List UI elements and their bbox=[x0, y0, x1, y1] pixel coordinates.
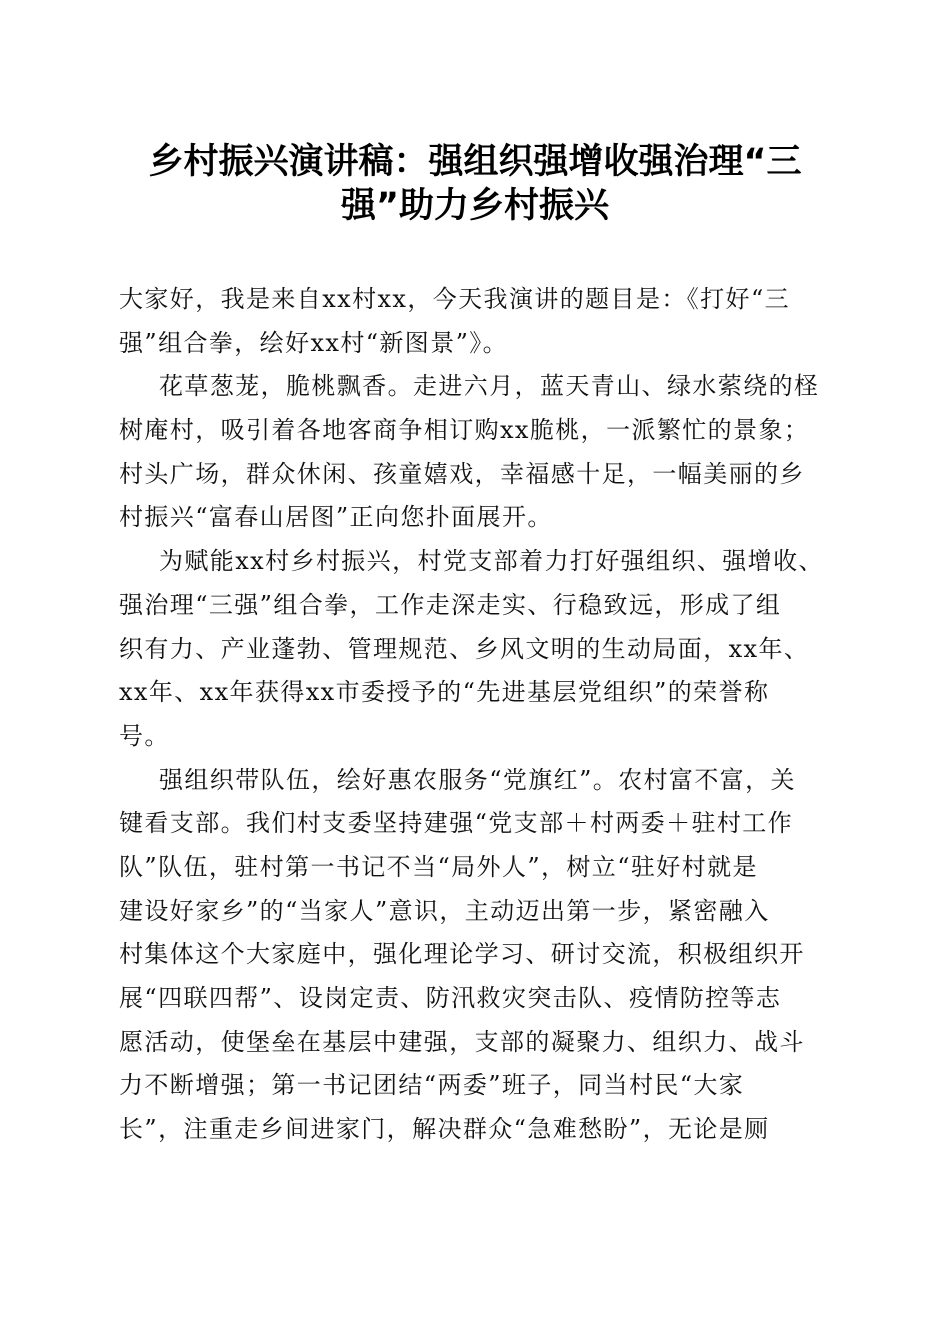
paragraph-greeting bbox=[119, 278, 831, 365]
paragraph-line: 长”，注重走乡间进家门，解决群众“急难愁盼”，无论是厕 bbox=[119, 1115, 770, 1144]
paragraph-line: 建设好家乡”的“当家人”意识，主动迈出第一步，紧密融入 bbox=[119, 896, 770, 925]
paragraph-scenery bbox=[119, 365, 831, 540]
paragraph-three-strengths bbox=[119, 540, 831, 758]
paragraph-line: 键看支部。我们村支委坚持建强“党支部＋村两委＋驻村工作 bbox=[119, 809, 794, 838]
paragraph-line: 为赋能xx村乡村振兴，村党支部着力打好强组织、强增收、 bbox=[159, 547, 824, 576]
paragraph-line: 愿活动，使堡垒在基层中建强，支部的凝聚力、组织力、战斗 bbox=[119, 1027, 805, 1056]
paragraph-line: 花草葱茏，脆桃飘香。走进六月，蓝天青山、绿水萦绕的柽 bbox=[159, 372, 820, 401]
paragraph-line: 强组织带队伍，绘好惠农服务“党旗红”。农村富不富，关 bbox=[159, 765, 796, 794]
paragraph-line: xx年、xx年获得xx市委授予的“先进基层党组织”的荣誉称 bbox=[119, 678, 770, 707]
paragraph-line: 村振兴“富春山居图”正向您扑面展开。 bbox=[119, 503, 553, 532]
paragraph-line: 村头广场，群众休闲、孩童嬉戏，幸福感十足，一幅美丽的乡 bbox=[119, 459, 805, 488]
title-line: 强”助力乡村振兴 bbox=[340, 186, 609, 226]
document-title bbox=[100, 140, 850, 228]
paragraph-line: 村集体这个大家庭中，强化理论学习、研讨交流，积极组织开 bbox=[119, 940, 805, 969]
paragraph-line: 强治理“三强”组合拳，工作走深走实、行稳致远，形成了组 bbox=[119, 590, 782, 619]
paragraph-line: 强”组合拳，绘好xx村“新图景”》。 bbox=[119, 328, 509, 357]
paragraph-line: 织有力、产业蓬勃、管理规范、乡风文明的生动局面，xx年、 bbox=[119, 634, 810, 663]
paragraph-line: 大家好，我是来自xx村xx，今天我演讲的题目是：《打好“三 bbox=[119, 285, 791, 313]
paragraph-line: 号。 bbox=[119, 721, 170, 750]
paragraph-line: 展“四联四帮”、设岗定责、防汛救灾突击队、疫情防控等志 bbox=[119, 984, 782, 1012]
paragraph-strong-organization bbox=[119, 759, 831, 1152]
paragraph-line: 队”队伍，驻村第一书记不当“局外人”，树立“驻好村就是 bbox=[119, 852, 758, 881]
paragraph-line: 树庵村，吸引着各地客商争相订购xx脆桃，一派繁忙的景象； bbox=[119, 416, 810, 445]
title-line: 乡村振兴演讲稿：强组织强增收强治理“三 bbox=[148, 142, 802, 182]
document-body bbox=[119, 278, 831, 1152]
paragraph-line: 力不断增强；第一书记团结“两委”班子，同当村民“大家 bbox=[119, 1071, 745, 1100]
